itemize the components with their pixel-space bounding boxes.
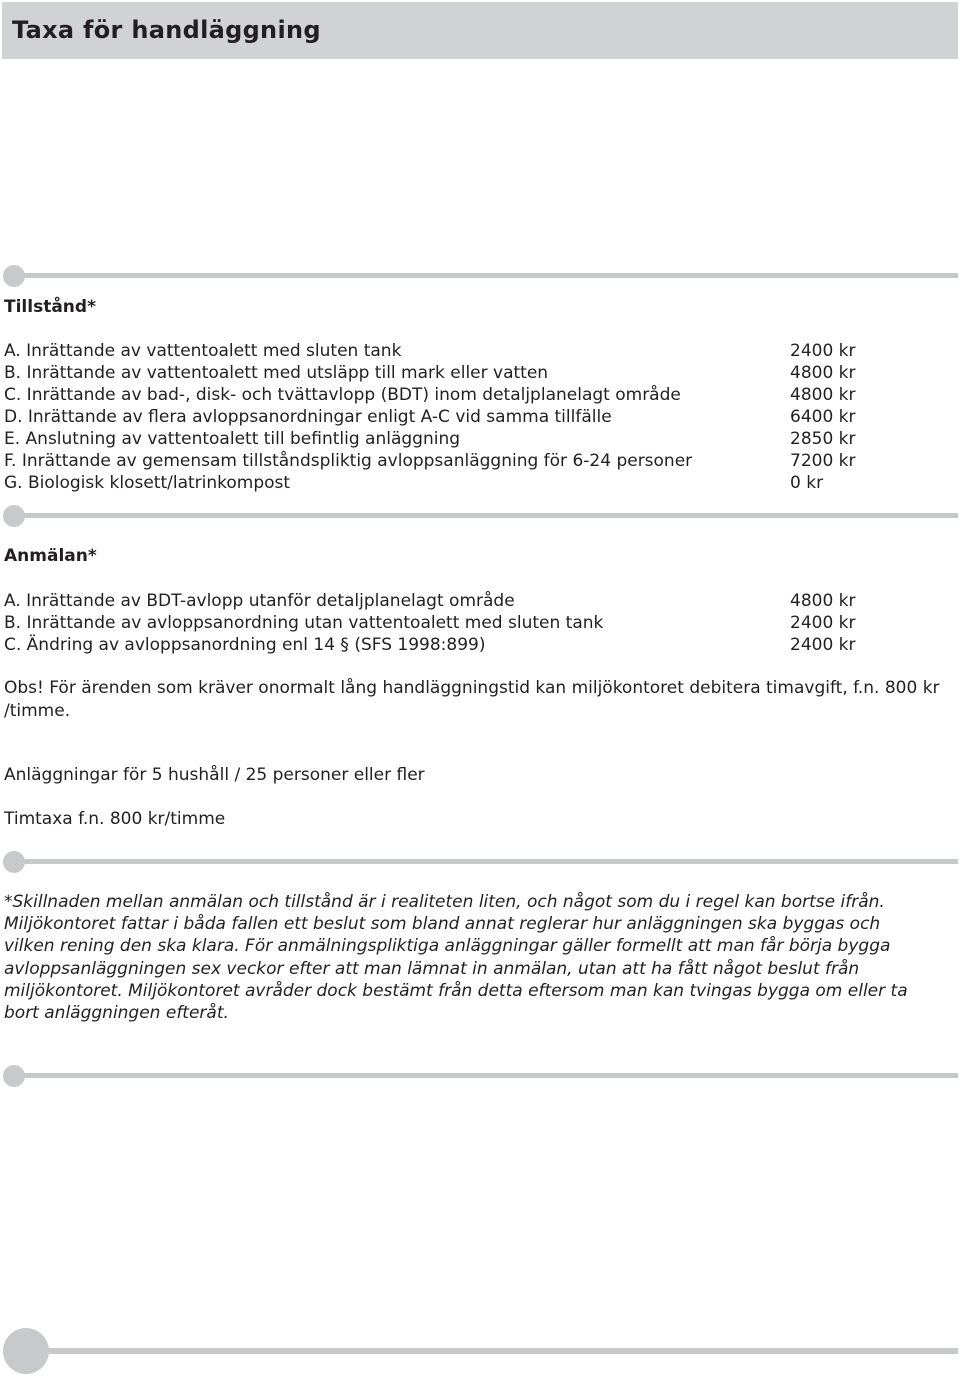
separator-line <box>14 513 958 518</box>
fee-label: D. Inrättande av flera avloppsanordningar enligt A-C vid samma tillfälle <box>4 407 612 427</box>
separator-line <box>14 859 958 864</box>
fee-price: 7200 kr <box>790 451 856 471</box>
page-title: Taxa för handläggning <box>12 16 321 44</box>
fee-label: F. Inrättande av gemensam tillståndspliktig avloppsanläggning för 6-24 personer <box>4 451 693 471</box>
fee-label: B. Inrättande av vattentoalett med utsläpp till mark eller vatten <box>4 363 549 383</box>
fee-label: A. Inrättande av BDT-avlopp utanför detaljplanelagt område <box>4 591 515 611</box>
tillstand-heading: Tillstånd* <box>4 297 96 317</box>
separator <box>3 851 958 873</box>
fee-price: 2850 kr <box>790 429 856 449</box>
separator <box>3 1065 958 1087</box>
separator-line <box>26 1348 958 1354</box>
obs-note: Obs! För ärenden som kräver onormalt lång handläggningstid kan miljökontoret debitera timavgift, f.n. 800 kr /timme. <box>4 678 940 721</box>
fee-price: 4800 kr <box>790 363 856 383</box>
fee-price: 4800 kr <box>790 385 856 405</box>
fee-label: B. Inrättande av avloppsanordning utan vattentoalett med sluten tank <box>4 613 604 633</box>
separator-line <box>14 273 958 278</box>
footnote: *Skillnaden mellan anmälan och tillstånd är i realiteten liten, och något som du i regel kan bortse ifrån. Miljökontoret fattar i båda fallen ett beslut som bland annat reglerar hur anläggningen ska byggas och vilken rening den ska klara. För anmälningspliktiga anläggningar gäller formellt att man får börja bygga avloppsanläggningen sex veckor efter att man lämnat in anmälan, utan att ha fått något beslut från miljökontoret. Miljökontoret avråder dock bestämt från detta eftersom man kan tvingas bygga om eller ta bort anläggningen efteråt. <box>4 892 908 1024</box>
separator <box>3 505 958 527</box>
fee-label: G. Biologisk klosett/latrinkompost <box>4 473 291 493</box>
fee-label: C. Ändring av avloppsanordning enl 14 § (SFS 1998:899) <box>4 635 486 655</box>
fee-label: C. Inrättande av bad-, disk- och tvättavlopp (BDT) inom detaljplanelagt område <box>4 385 681 405</box>
large-plants-note: Anläggningar för 5 hushåll / 25 personer eller fler <box>4 765 425 785</box>
anmalan-heading: Anmälan* <box>4 546 97 566</box>
fee-price: 0 kr <box>790 473 824 493</box>
fee-price: 4800 kr <box>790 591 856 611</box>
separator-line <box>14 1073 958 1078</box>
fee-price: 6400 kr <box>790 407 856 427</box>
fee-label: E. Anslutning av vattentoalett till befintlig anläggning <box>4 429 461 449</box>
hourly-rate-note: Timtaxa f.n. 800 kr/timme <box>4 809 226 829</box>
title-bar <box>2 2 958 59</box>
separator <box>3 265 958 287</box>
bottom-separator <box>3 1328 958 1374</box>
fee-price: 2400 kr <box>790 341 856 361</box>
fee-price: 2400 kr <box>790 635 856 655</box>
fee-label: A. Inrättande av vattentoalett med sluten tank <box>4 341 402 361</box>
fee-price: 2400 kr <box>790 613 856 633</box>
